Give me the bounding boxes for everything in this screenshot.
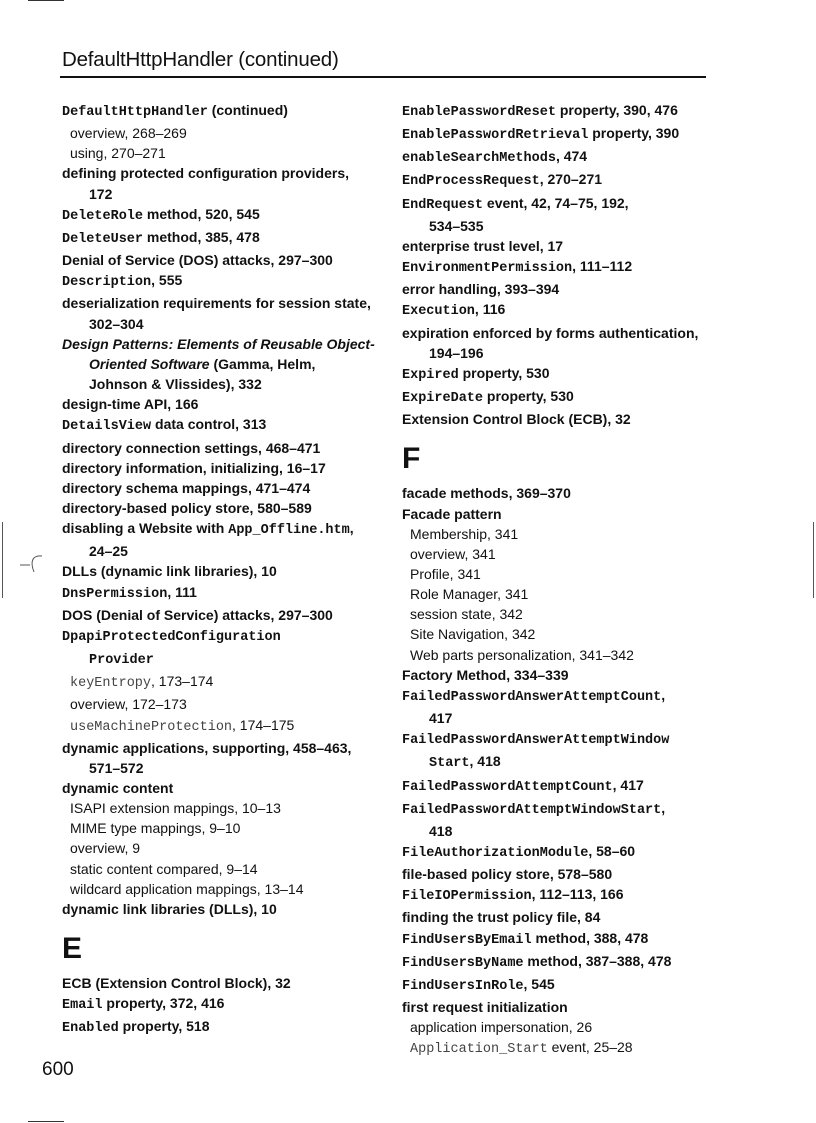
entry-text: 534–535	[429, 217, 484, 234]
crop-mark-bottom	[28, 1121, 64, 1122]
index-subentry	[402, 604, 707, 624]
entry-text: property, 530	[483, 388, 574, 405]
code-term: useMachineProtection	[70, 719, 233, 735]
index-entry	[62, 973, 382, 993]
index-entry-continuation	[62, 374, 382, 394]
index-entry	[62, 270, 382, 293]
entry-text: ,	[661, 799, 666, 816]
entry-text: defining protected configuration providers,	[62, 165, 350, 182]
index-entry	[402, 409, 707, 429]
entry-text: property, 372, 416	[102, 995, 225, 1012]
code-term: FailedPasswordAttemptCount	[402, 779, 613, 795]
entry-text: finding the trust policy file, 84	[402, 909, 601, 926]
index-entry	[402, 798, 707, 821]
index-column-right	[402, 100, 707, 1061]
index-entry	[402, 728, 707, 751]
entry-text: DOS (Denial of Service) attacks, 297–300	[62, 606, 333, 623]
index-entry	[402, 775, 707, 798]
code-term: FailedPasswordAnswerAttemptWindow	[402, 733, 670, 749]
index-entry	[402, 685, 707, 708]
index-entry	[62, 561, 382, 581]
index-subentry	[402, 544, 707, 564]
entry-text: 302–304	[89, 315, 144, 332]
entry-text: 194–196	[429, 344, 484, 361]
index-subentry	[62, 694, 382, 714]
index-subentry	[62, 859, 382, 879]
entry-text: method, 385, 478	[143, 228, 260, 245]
entry-text: Role Manager, 341	[410, 586, 529, 603]
entry-text: E	[62, 932, 83, 966]
code-term: Enabled	[62, 1021, 119, 1037]
entry-text: wildcard application mappings, 13–14	[70, 880, 304, 897]
index-entry	[62, 778, 382, 798]
index-subentry	[62, 671, 382, 694]
code-term: ExpireDate	[402, 391, 484, 407]
entry-text: , 173–174	[151, 673, 214, 690]
entry-text: DLLs (dynamic link libraries), 10	[62, 563, 277, 580]
entry-text: design-time API, 166	[62, 396, 199, 413]
entry-text: Factory Method, 334–339	[402, 666, 569, 683]
code-term: FindUsersByName	[402, 955, 524, 971]
index-entry	[402, 997, 707, 1017]
index-entry	[402, 504, 707, 524]
index-entry-continuation	[62, 541, 382, 561]
code-term: FindUsersInRole	[402, 978, 524, 994]
code-term: Expired	[402, 367, 459, 383]
entry-text: , 58–60	[588, 843, 636, 859]
entry-text: , 174–175	[232, 716, 295, 733]
entry-text: , 555	[151, 272, 183, 289]
entry-text: , 545	[523, 975, 555, 992]
code-term: FailedPasswordAttemptWindowStart	[402, 802, 662, 818]
index-entry	[62, 163, 382, 183]
code-term: EnvironmentPermission	[402, 261, 573, 277]
entry-text: directory connection settings, 468–471	[62, 439, 321, 456]
entry-text: application impersonation, 26	[410, 1019, 593, 1036]
entry-text: dynamic applications, supporting, 458–463,	[62, 739, 352, 756]
index-entry	[402, 363, 707, 386]
index-entry	[62, 250, 382, 270]
code-term: Execution	[402, 304, 475, 320]
index-entry	[62, 625, 382, 648]
entry-text: MIME type mappings, 9–10	[70, 820, 241, 837]
index-entry	[62, 993, 382, 1016]
entry-text: , 417	[612, 776, 644, 793]
index-entry	[62, 394, 382, 414]
entry-text: Site Navigation, 342	[410, 626, 536, 643]
code-term: DpapiProtectedConfiguration	[62, 629, 281, 645]
entry-text: , 111	[167, 583, 197, 600]
index-entry	[62, 605, 382, 625]
entry-text: Extension Control Block (ECB), 32	[402, 411, 631, 428]
entry-text: F	[402, 442, 421, 476]
header-rule	[60, 76, 706, 78]
index-entry	[402, 299, 707, 322]
code-term: enableSearchMethods	[402, 151, 556, 167]
index-entry	[402, 386, 707, 409]
italic-title: Oriented Software	[89, 355, 210, 372]
entry-text: overview, 268–269	[70, 125, 187, 142]
index-entry	[402, 928, 707, 951]
index-section-letter	[62, 927, 382, 971]
code-term: Provider	[89, 653, 154, 669]
index-subentry	[402, 645, 707, 665]
code-term: Email	[62, 998, 103, 1014]
index-entry	[402, 323, 707, 343]
entry-text: , 111–112	[572, 258, 633, 275]
entry-text: 24–25	[89, 543, 128, 560]
entry-text: directory-based policy store, 580–589	[62, 499, 312, 516]
index-entry	[402, 236, 707, 256]
index-entry	[402, 665, 707, 685]
entry-text: , 270–271	[539, 171, 603, 188]
index-entry	[62, 204, 382, 227]
code-term: FileAuthorizationModule	[402, 846, 589, 861]
index-entry	[402, 146, 707, 169]
index-subentry	[402, 524, 707, 544]
entry-text: Membership, 341	[410, 525, 519, 542]
entry-text: event, 42, 74–75, 192,	[483, 194, 629, 211]
index-entry	[62, 414, 382, 437]
entry-text: method, 388, 478	[531, 929, 649, 946]
index-entry	[62, 498, 382, 518]
code-term: EnablePasswordRetrieval	[402, 128, 589, 144]
entry-text: dynamic content	[62, 780, 174, 796]
index-entry	[62, 582, 382, 605]
entry-text: disabling a Website with	[62, 520, 229, 537]
entry-text: overview, 9	[70, 840, 141, 857]
code-term: EnablePasswordReset	[402, 105, 556, 120]
code-term: Application_Start	[410, 1042, 548, 1058]
index-entry-continuation	[402, 751, 707, 774]
code-term: keyEntropy	[70, 676, 152, 692]
code-term: DetailsView	[62, 419, 152, 435]
index-subentry	[402, 1017, 707, 1037]
code-term: Description	[62, 275, 152, 291]
index-entry	[62, 518, 382, 541]
entry-text: (Gamma, Helm,	[209, 355, 316, 372]
page-number: 600	[42, 1059, 74, 1080]
index-subentry	[402, 564, 707, 584]
entry-text: event, 25–28	[547, 1039, 633, 1056]
index-entry-continuation	[402, 343, 707, 363]
index-entry-continuation	[62, 184, 382, 204]
entry-text: 417	[429, 710, 453, 727]
index-entry	[402, 884, 707, 907]
running-head: DefaultHttpHandler (continued)	[62, 48, 339, 71]
index-entry	[62, 738, 382, 758]
entry-text: , 474	[555, 148, 588, 165]
scan-edge-left	[2, 522, 3, 598]
entry-text: ISAPI extension mappings, 10–13	[70, 800, 281, 817]
entry-text: facade methods, 369–370	[402, 485, 571, 502]
index-subentry	[62, 143, 382, 163]
entry-text: session state, 342	[410, 606, 523, 623]
index-subentry	[62, 123, 382, 143]
entry-text: expiration enforced by forms authentication,	[402, 324, 699, 341]
entry-text: 172	[89, 185, 113, 202]
entry-text: property, 530	[458, 364, 550, 381]
entry-text: first request initialization	[402, 999, 568, 1016]
index-subentry	[62, 838, 382, 858]
entry-text: property, 390	[588, 125, 680, 142]
index-entry-continuation	[62, 314, 382, 334]
entry-text: method, 387–388, 478	[523, 952, 672, 969]
entry-text: using, 270–271	[70, 145, 166, 162]
index-entry	[402, 907, 707, 927]
code-term: Start	[429, 756, 470, 772]
italic-title: Design Patterns: Elements of Reusable Object-	[62, 335, 375, 352]
code-term: App_Offline.htm	[228, 523, 350, 539]
entry-text: error handling, 393–394	[402, 281, 560, 298]
code-term: DeleteRole	[62, 208, 144, 224]
index-entry	[62, 438, 382, 458]
code-term: FailedPasswordAnswerAttemptCount	[402, 689, 662, 705]
entry-text: Facade pattern	[402, 505, 502, 522]
index-entry-continuation	[402, 708, 707, 728]
entry-text: , 116	[474, 301, 506, 318]
index-entry-continuation	[62, 648, 382, 671]
entry-text: property, 390, 476	[555, 102, 678, 118]
entry-text: method, 520, 545	[143, 205, 260, 222]
index-entry	[62, 100, 382, 123]
index-entry	[402, 193, 707, 216]
index-subentry	[402, 1037, 707, 1060]
index-entry	[402, 256, 707, 279]
entry-text: static content compared, 9–14	[70, 860, 258, 877]
entry-text: (continued)	[207, 102, 288, 118]
entry-text: Web parts personalization, 341–342	[410, 646, 634, 663]
code-term: DeleteUser	[62, 231, 144, 247]
index-entry	[402, 841, 707, 864]
index-entry	[402, 864, 707, 884]
index-column-left	[62, 100, 382, 1040]
index-entry	[62, 458, 382, 478]
entry-text: Denial of Service (DOS) attacks, 297–300	[62, 252, 333, 269]
index-section-letter	[402, 437, 707, 481]
binding-notch-mark	[20, 552, 48, 578]
index-subentry	[402, 584, 707, 604]
index-entry-continuation	[402, 216, 707, 236]
entry-text: directory schema mappings, 471–474	[62, 479, 311, 496]
entry-text: enterprise trust level, 17	[402, 237, 564, 254]
entry-text: Profile, 341	[410, 565, 481, 582]
index-entry	[402, 974, 707, 997]
index-entry-continuation	[62, 758, 382, 778]
code-term: EndRequest	[402, 197, 484, 213]
entry-text: ,	[661, 686, 666, 703]
index-subentry	[62, 715, 382, 738]
index-entry	[402, 951, 707, 974]
entry-text: Johnson & Vlissides), 332	[89, 376, 262, 393]
code-term: FindUsersByEmail	[402, 932, 532, 948]
index-entry	[402, 483, 707, 503]
index-subentry	[62, 818, 382, 838]
index-entry	[402, 123, 707, 146]
entry-text: overview, 172–173	[70, 696, 187, 713]
index-entry	[62, 334, 382, 354]
code-term: DefaultHttpHandler	[62, 105, 208, 120]
entry-text: deserialization requirements for session state,	[62, 295, 371, 312]
code-term: FileIOPermission	[402, 889, 532, 905]
code-term: DnsPermission	[62, 586, 168, 602]
entry-text: ,	[349, 520, 354, 537]
entry-text: 418	[429, 822, 453, 839]
entry-text: file-based policy store, 578–580	[402, 866, 613, 883]
index-entry-continuation	[62, 354, 382, 374]
index-subentry	[402, 624, 707, 644]
index-entry	[402, 279, 707, 299]
index-entry-continuation	[402, 821, 707, 841]
index-entry	[402, 100, 707, 123]
entry-text: dynamic link libraries (DLLs), 10	[62, 900, 277, 917]
entry-text: property, 518	[118, 1018, 210, 1035]
index-entry	[62, 1016, 382, 1039]
index-entry	[402, 169, 707, 192]
entry-text: 571–572	[89, 759, 144, 776]
crop-mark-top	[28, 0, 64, 1]
index-entry	[62, 227, 382, 250]
entry-text: data control, 313	[151, 416, 267, 433]
index-entry	[62, 478, 382, 498]
scan-edge-right	[813, 522, 814, 598]
entry-text: overview, 341	[410, 545, 496, 562]
entry-text: , 112–113, 166	[531, 886, 624, 903]
index-entry	[62, 899, 382, 919]
entry-text: ECB (Extension Control Block), 32	[62, 975, 291, 992]
index-entry	[62, 293, 382, 313]
index-subentry	[62, 879, 382, 899]
code-term: EndProcessRequest	[402, 174, 540, 190]
entry-text: directory information, initializing, 16–17	[62, 459, 326, 476]
entry-text: , 418	[469, 753, 501, 770]
index-subentry	[62, 798, 382, 818]
